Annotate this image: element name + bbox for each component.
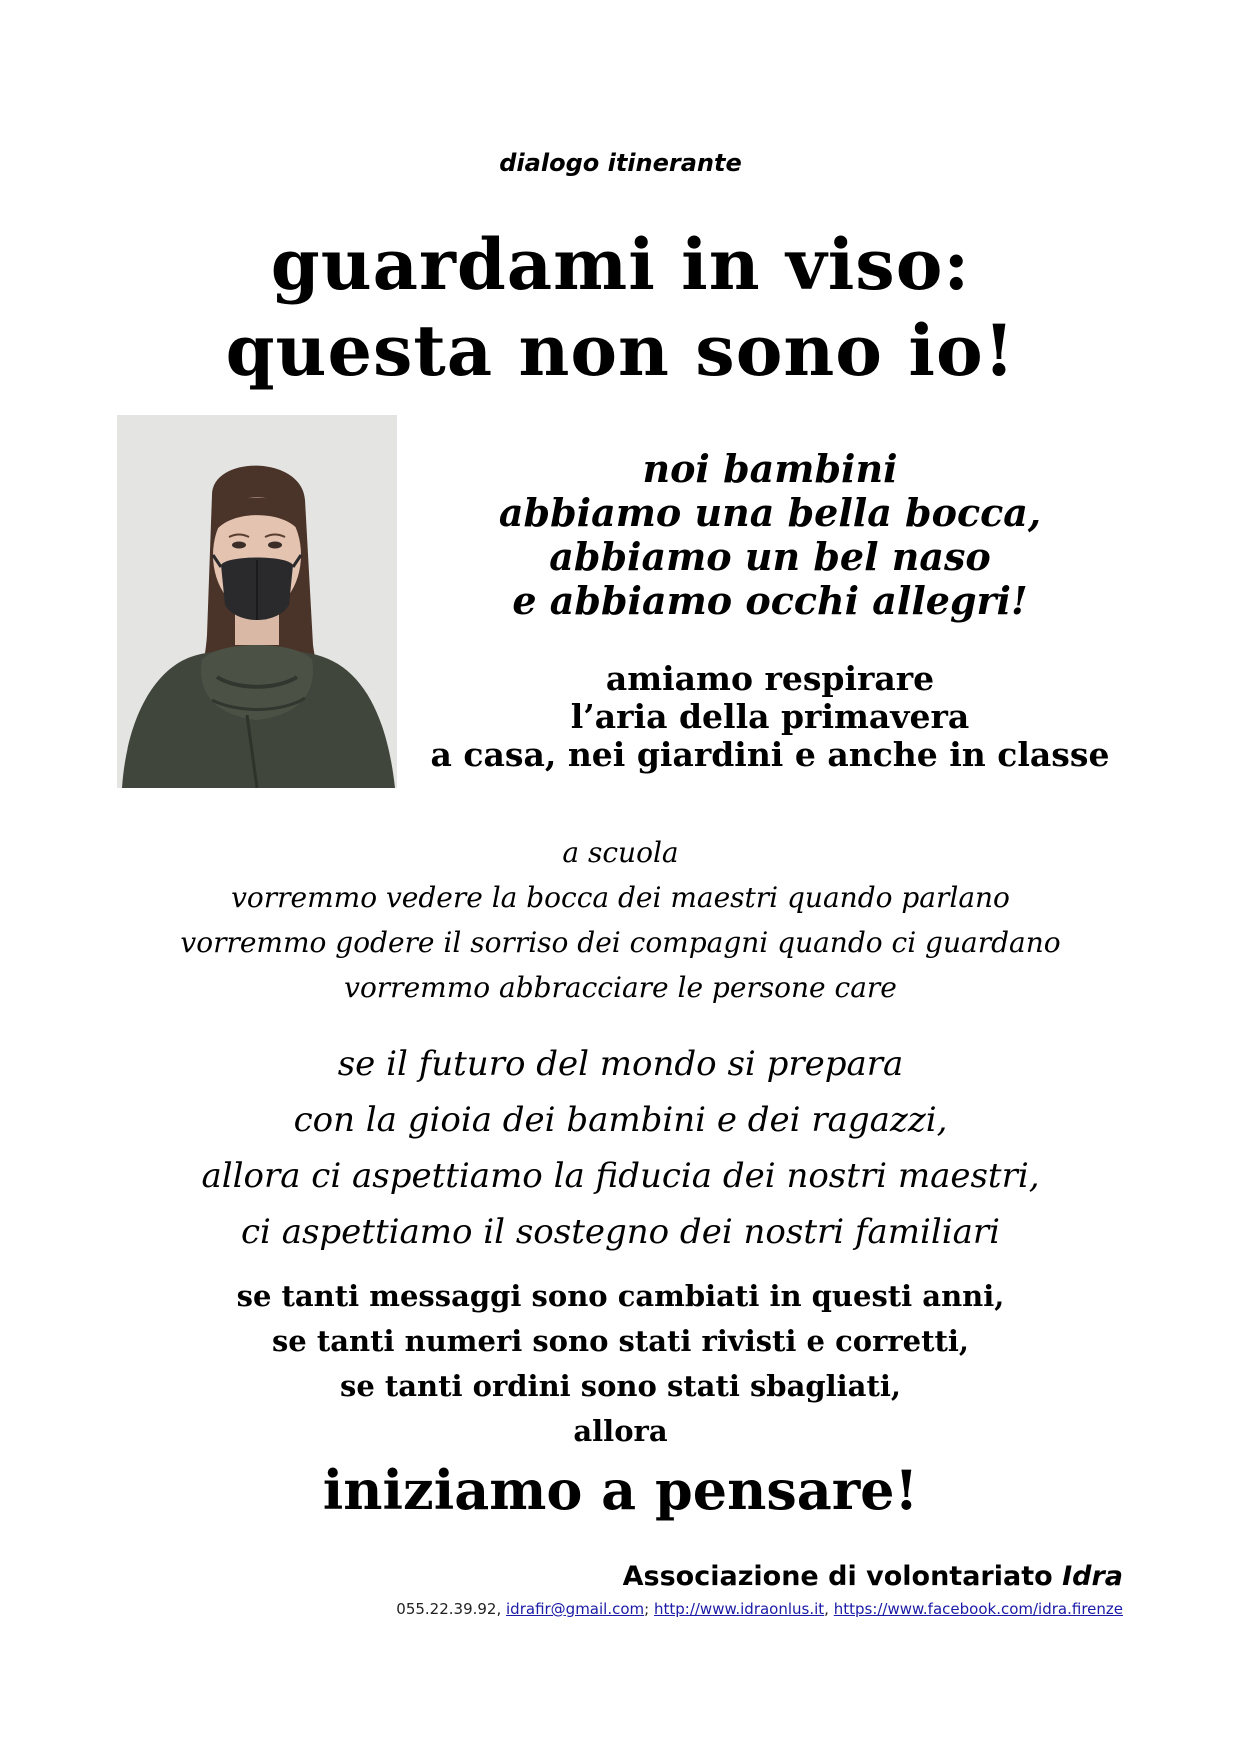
facebook-link[interactable]: https://www.facebook.com/idra.firenze (833, 1600, 1123, 1618)
title-line: guardami in viso: (270, 223, 971, 306)
school-line: vorremmo godere il sorriso dei compagni quando ci guardano (180, 926, 1061, 959)
future-line: se il futuro del mondo si prepara (337, 1044, 904, 1084)
separator: , (824, 1600, 834, 1618)
poem-line: l’aria della primavera (570, 697, 970, 736)
messages-line: se tanti numeri sono stati rivisti e corretti, (271, 1324, 970, 1358)
title-line: questa non sono io! (225, 309, 1016, 392)
website-link[interactable]: http://www.idraonlus.it (653, 1600, 825, 1618)
poem-line: a casa, nei giardini e anche in classe (430, 735, 1110, 774)
future-line: allora ci aspettiamo la fiducia dei nostri maestri, (201, 1156, 1040, 1196)
poem-line: amiamo respirare (605, 659, 935, 698)
school-line: vorremmo abbracciare le persone care (344, 971, 897, 1004)
messages-line: allora (573, 1414, 668, 1448)
poem-line: e abbiamo occhi allegri! (512, 578, 1028, 623)
association-name (623, 1560, 1123, 1594)
contact-line (396, 1598, 1123, 1620)
poem-air (410, 660, 1130, 774)
poem-line: abbiamo una bella bocca, (498, 490, 1042, 535)
kicker-text: dialogo itinerante (499, 149, 742, 177)
phone-number: 055.22.39.92, (396, 1600, 507, 1618)
poem-line: abbiamo un bel naso (549, 534, 991, 579)
school-line: a scuola (562, 836, 679, 869)
future-paragraph (0, 1036, 1241, 1260)
messages-line: se tanti ordini sono stati sbagliati, (340, 1369, 901, 1403)
school-paragraph (0, 830, 1241, 1010)
poem-intro (410, 447, 1130, 623)
poem-line: noi bambini (642, 446, 898, 491)
separator: ; (644, 1600, 654, 1618)
future-line: con la gioia dei bambini e dei ragazzi, (293, 1100, 948, 1140)
messages-line: se tanti messaggi sono cambiati in questi anni, (236, 1279, 1005, 1313)
school-line: vorremmo vedere la bocca dei maestri quando parlano (231, 881, 1010, 914)
portrait-illustration (117, 415, 397, 788)
email-link[interactable]: idrafir@gmail.com (506, 1600, 645, 1618)
page-title (0, 222, 1241, 394)
future-line: ci aspettiamo il sostegno dei nostri familiari (240, 1212, 1001, 1252)
portrait-photo (117, 415, 397, 788)
messages-paragraph (0, 1274, 1241, 1454)
association-brand: Idra (1062, 1561, 1123, 1592)
association-prefix: Associazione di volontariato (622, 1561, 1063, 1592)
call-to-action: iniziamo a pensare! (322, 1458, 919, 1522)
